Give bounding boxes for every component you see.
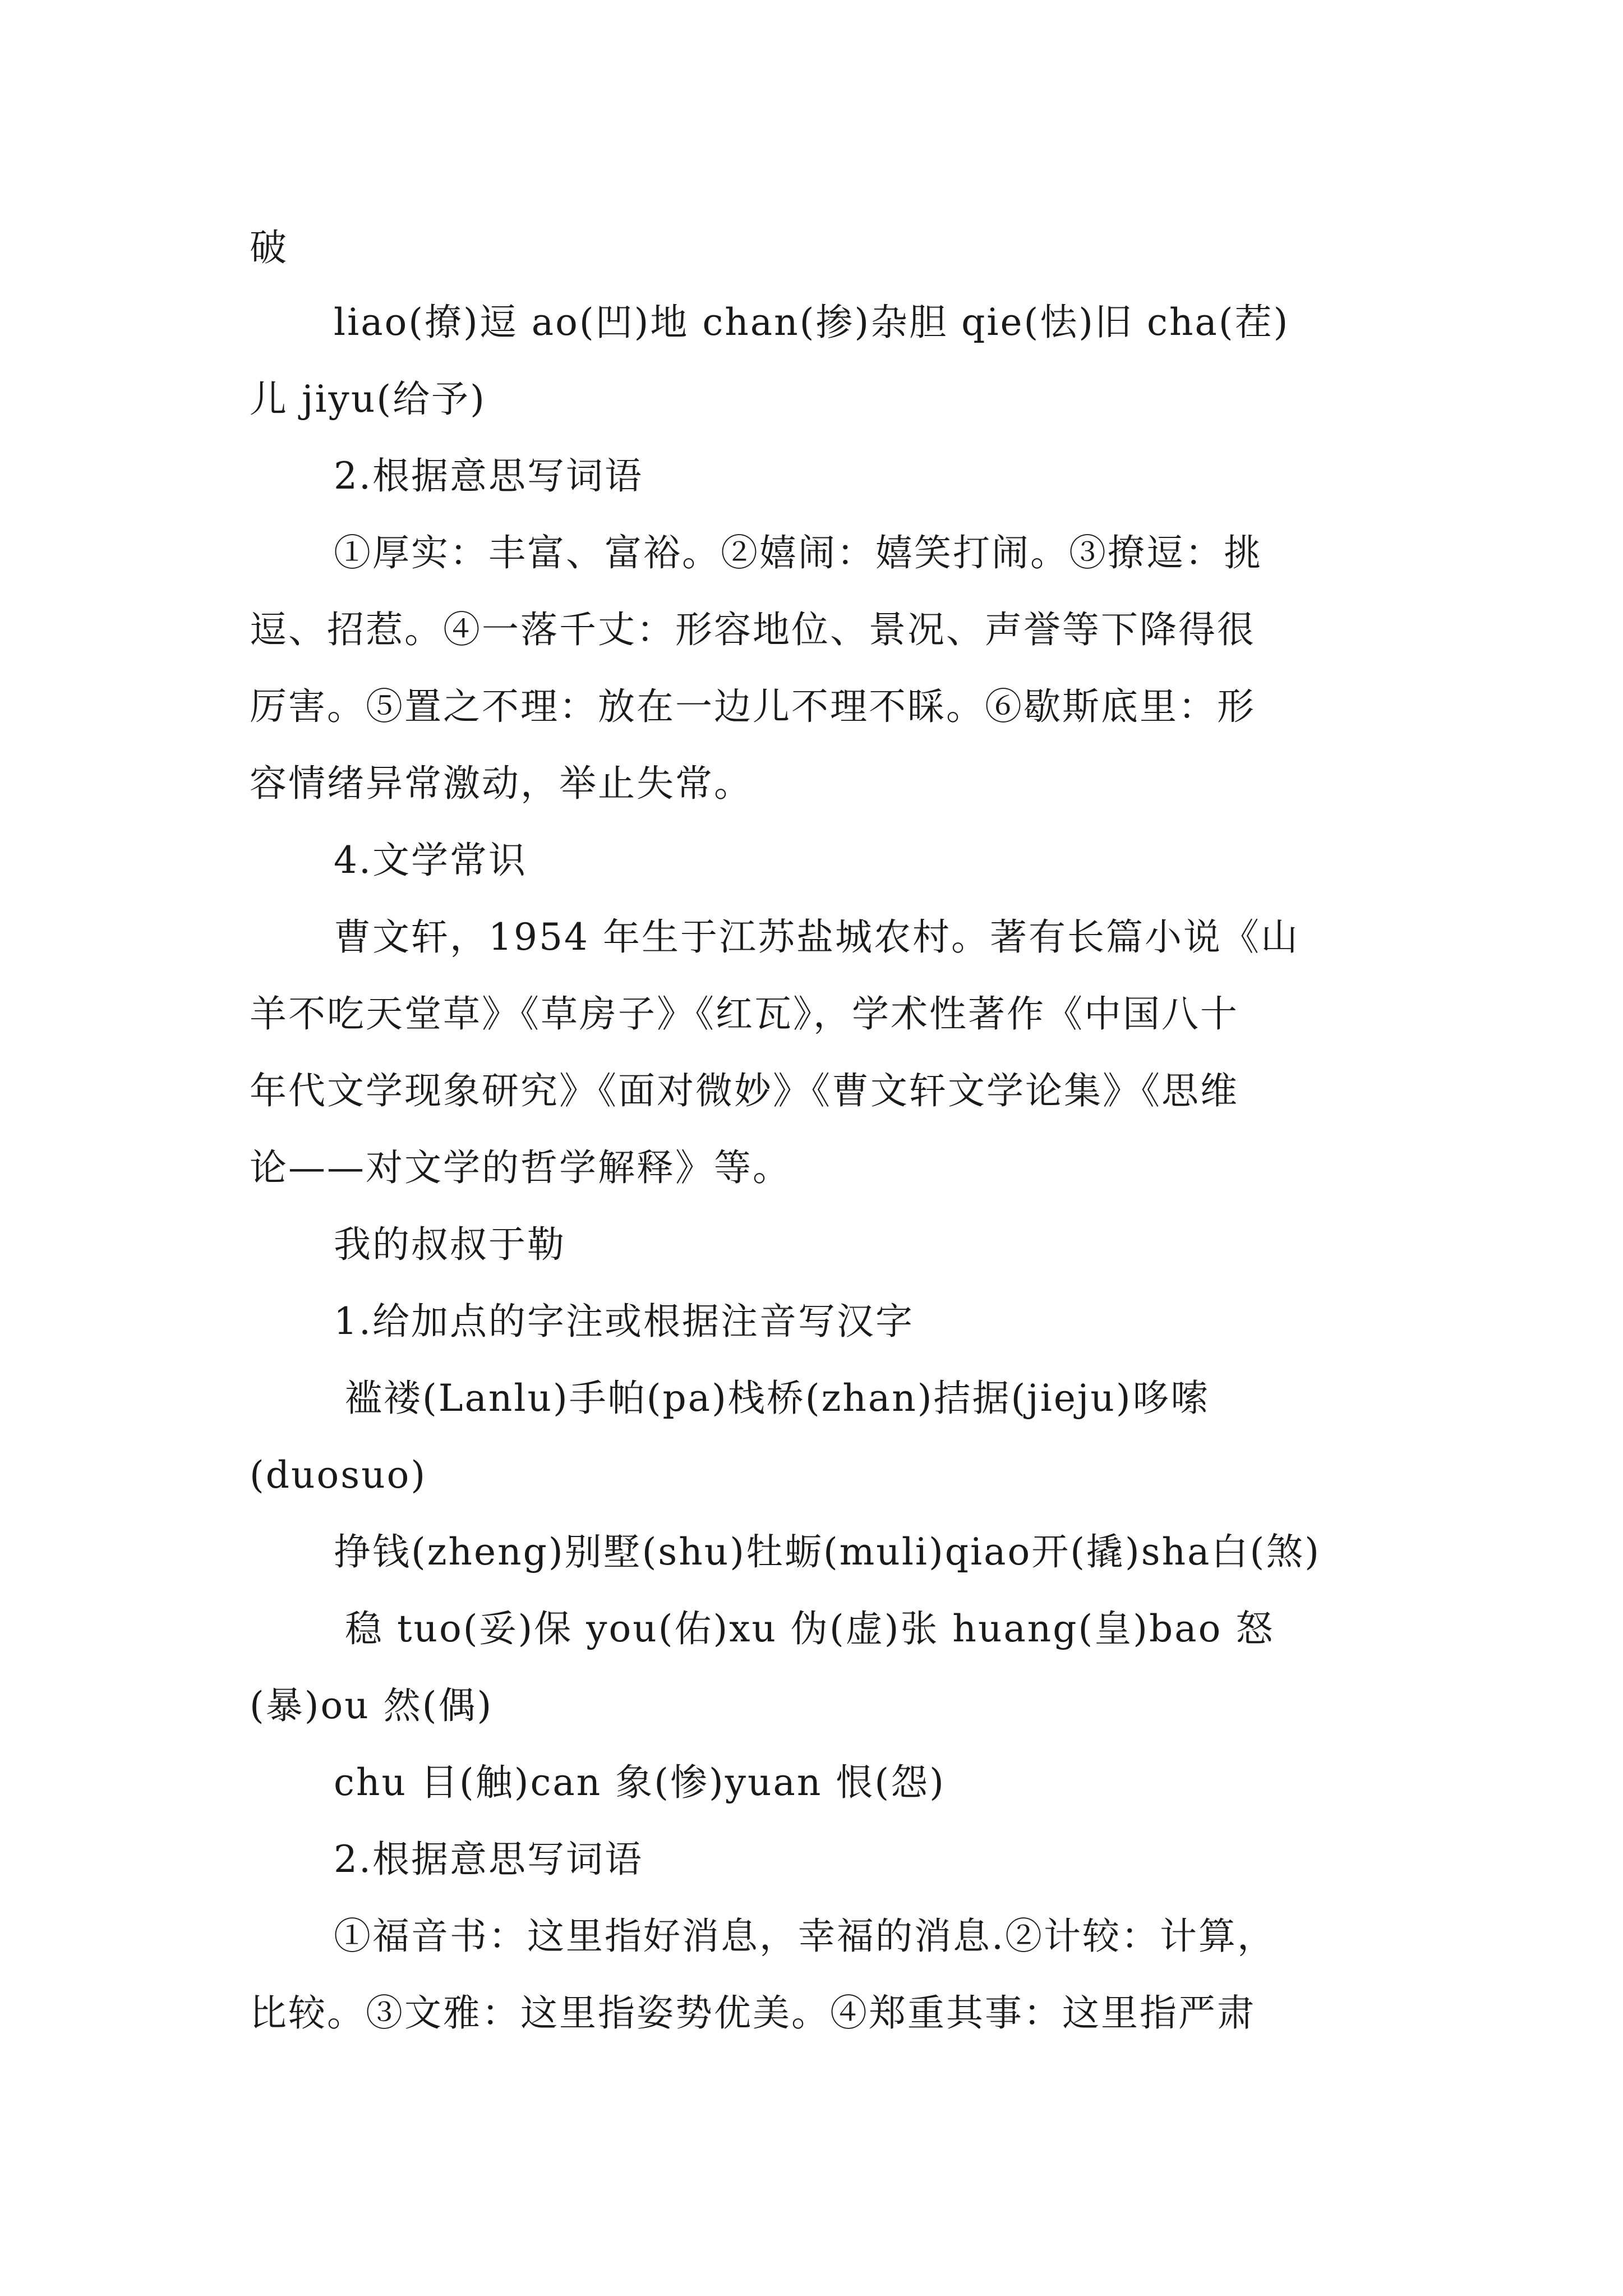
text-line-21: chu 目(触)can 象(惨)yuan 恨(怨) [334,1761,946,1804]
text-line-24: 比较。③文雅：这里指姿势优美。④郑重其事：这里指严肃 [250,1991,1256,2035]
text-line-1: 破 [250,226,288,269]
text-line-3: 儿 jiyu(给予) [250,378,486,421]
text-line-6: 逗、招惹。④一落千丈：形容地位、景况、声誉等下降得很 [250,608,1256,651]
text-line-13: 论——对文学的哲学解释》等。 [250,1146,791,1189]
text-line-20: (暴)ou 然(偶) [250,1684,494,1727]
text-line-2: liao(撩)逗 ao(凹)地 chan(掺)杂胆 qie(怯)旧 cha(茬) [334,301,1290,344]
text-line-23: ①福音书：这里指好消息，幸福的消息.②计较：计算， [334,1915,1276,1958]
text-line-7: 厉害。⑤置之不理：放在一边儿不理不睬。⑥歇斯底里：形 [250,685,1256,728]
lesson-title: 我的叔叔于勒 [334,1223,566,1266]
text-line-18: 挣钱(zheng)别墅(shu)牡蛎(muli)qiao开(撬)sha白(煞) [334,1530,1321,1573]
text-line-12: 年代文学现象研究》《面对微妙》《曹文轩文学论集》《思维 [250,1069,1239,1112]
section-heading-word-meaning-2: 2.根据意思写词语 [334,1838,643,1881]
text-line-11: 羊不吃天堂草》《草房子》《红瓦》，学术性著作《中国八十 [250,992,1239,1036]
text-line-19: 稳 tuo(妥)保 you(佑)xu 伪(虚)张 huang(皇)bao 怒 [345,1607,1275,1650]
text-line-16: 褴褛(Lanlu)手帕(pa)栈桥(zhan)拮据(jieju)哆嗦 [345,1377,1210,1420]
text-line-10: 曹文轩，1954 年生于江苏盐城农村。著有长篇小说《山 [334,915,1299,959]
section-heading-literature: 4.文学常识 [334,839,527,882]
text-line-5: ①厚实：丰富、富裕。②嬉闹：嬉笑打闹。③撩逗：挑 [334,531,1262,574]
text-line-17: (duosuo) [250,1453,427,1497]
section-heading-pinyin: 1.给加点的字注或根据注音写汉字 [334,1300,914,1343]
text-line-8: 容情绪异常激动，举止失常。 [250,762,753,805]
section-heading-word-meaning: 2.根据意思写词语 [334,454,643,498]
